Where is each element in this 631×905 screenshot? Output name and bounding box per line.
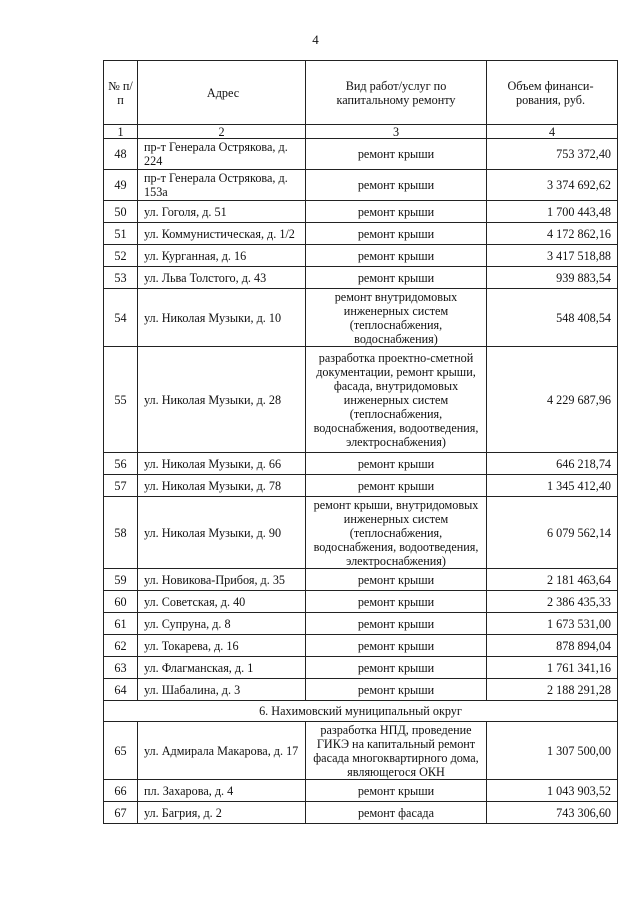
table-row [104, 497, 618, 569]
row-amount: 1 673 531,00 [487, 613, 618, 635]
row-work-type: ремонт крыши [306, 453, 487, 475]
row-number: 61 [104, 613, 138, 635]
row-work-type: ремонт крыши [306, 245, 487, 267]
row-address: ул. Новикова-Прибоя, д. 35 [138, 569, 306, 591]
table-row [104, 170, 618, 201]
table-row [104, 223, 618, 245]
row-amount: 1 345 412,40 [487, 475, 618, 497]
row-amount: 1 043 903,52 [487, 780, 618, 802]
table-row [104, 780, 618, 802]
row-address: ул. Супруна, д. 8 [138, 613, 306, 635]
table-row [104, 201, 618, 223]
row-number: 54 [104, 289, 138, 347]
row-number: 67 [104, 802, 138, 824]
row-number: 49 [104, 170, 138, 201]
row-number: 55 [104, 347, 138, 453]
row-address: ул. Багрия, д. 2 [138, 802, 306, 824]
row-amount: 743 306,60 [487, 802, 618, 824]
table-row [104, 453, 618, 475]
page-number: 4 [312, 32, 319, 47]
row-amount: 646 218,74 [487, 453, 618, 475]
row-amount: 548 408,54 [487, 289, 618, 347]
row-number: 63 [104, 657, 138, 679]
row-address: ул. Николая Музыки, д. 90 [138, 497, 306, 569]
row-amount: 3 417 518,88 [487, 245, 618, 267]
row-work-type: ремонт крыши [306, 780, 487, 802]
row-amount: 2 188 291,28 [487, 679, 618, 701]
row-address: ул. Коммунистическая, д. 1/2 [138, 223, 306, 245]
table-row [104, 722, 618, 780]
row-number: 62 [104, 635, 138, 657]
table-row [104, 613, 618, 635]
row-address: ул. Токарева, д. 16 [138, 635, 306, 657]
row-work-type: ремонт крыши [306, 679, 487, 701]
row-number: 50 [104, 201, 138, 223]
row-work-type: ремонт крыши [306, 613, 487, 635]
table-header-row [104, 61, 618, 125]
table-row [104, 347, 618, 453]
row-work-type: ремонт крыши [306, 170, 487, 201]
row-amount: 753 372,40 [487, 139, 618, 170]
row-number: 57 [104, 475, 138, 497]
row-number: 58 [104, 497, 138, 569]
row-amount: 878 894,04 [487, 635, 618, 657]
row-work-type: ремонт крыши [306, 267, 487, 289]
repair-table [103, 60, 618, 824]
header-address: Адрес [138, 61, 306, 125]
section-row [104, 701, 618, 722]
table-row [104, 802, 618, 824]
row-amount: 2 181 463,64 [487, 569, 618, 591]
row-amount: 4 172 862,16 [487, 223, 618, 245]
row-number: 65 [104, 722, 138, 780]
row-work-type: разработка проектно-сметной документации, ремонт крыши, фасада, внутридомовых инженерных систем (теплоснабжения, водоснабжения, водоотведения, электроснабжения) [306, 347, 487, 453]
row-address: ул. Гоголя, д. 51 [138, 201, 306, 223]
row-address: ул. Николая Музыки, д. 78 [138, 475, 306, 497]
table-row [104, 139, 618, 170]
row-number: 48 [104, 139, 138, 170]
table-row [104, 635, 618, 657]
row-work-type: ремонт крыши [306, 657, 487, 679]
row-work-type: разработка НПД, проведение ГИКЭ на капитальный ремонт фасада многоквартирного дома, являющегося ОКН [306, 722, 487, 780]
row-work-type: ремонт внутридомовых инженерных систем (теплоснабжения, водоснабжения) [306, 289, 487, 347]
row-work-type: ремонт крыши, внутридомовых инженерных систем (теплоснабжения, водоснабжения, водоотведения, электроснабжения) [306, 497, 487, 569]
row-amount: 3 374 692,62 [487, 170, 618, 201]
row-address: ул. Адмирала Макарова, д. 17 [138, 722, 306, 780]
row-work-type: ремонт крыши [306, 139, 487, 170]
row-amount: 939 883,54 [487, 267, 618, 289]
row-work-type: ремонт крыши [306, 223, 487, 245]
row-amount: 2 386 435,33 [487, 591, 618, 613]
row-work-type: ремонт крыши [306, 635, 487, 657]
row-number: 60 [104, 591, 138, 613]
row-address: ул. Николая Музыки, д. 10 [138, 289, 306, 347]
row-address: пл. Захарова, д. 4 [138, 780, 306, 802]
header-num: № п/п [104, 61, 138, 125]
row-number: 59 [104, 569, 138, 591]
row-number: 64 [104, 679, 138, 701]
row-amount: 1 307 500,00 [487, 722, 618, 780]
table-row [104, 569, 618, 591]
row-address: ул. Флагманская, д. 1 [138, 657, 306, 679]
row-number: 53 [104, 267, 138, 289]
row-address: пр-т Генерала Острякова, д. 153а [138, 170, 306, 201]
table-row [104, 591, 618, 613]
row-address: ул. Льва Толстого, д. 43 [138, 267, 306, 289]
column-index: 4 [487, 125, 618, 139]
column-index-row [104, 125, 618, 139]
row-address: ул. Шабалина, д. 3 [138, 679, 306, 701]
column-index: 3 [306, 125, 487, 139]
table-row [104, 245, 618, 267]
table-row [104, 679, 618, 701]
row-amount: 1 700 443,48 [487, 201, 618, 223]
row-address: ул. Курганная, д. 16 [138, 245, 306, 267]
row-work-type: ремонт крыши [306, 475, 487, 497]
table-row [104, 475, 618, 497]
row-number: 56 [104, 453, 138, 475]
column-index: 1 [104, 125, 138, 139]
table-row [104, 289, 618, 347]
row-address: ул. Николая Музыки, д. 28 [138, 347, 306, 453]
row-work-type: ремонт крыши [306, 569, 487, 591]
header-sum: Объем финанси-рования, руб. [487, 61, 618, 125]
row-amount: 6 079 562,14 [487, 497, 618, 569]
table-row [104, 657, 618, 679]
row-amount: 1 761 341,16 [487, 657, 618, 679]
header-work: Вид работ/услуг по капитальному ремонту [306, 61, 487, 125]
row-number: 52 [104, 245, 138, 267]
section-title: 6. Нахимовский муниципальный округ [104, 701, 618, 722]
row-number: 66 [104, 780, 138, 802]
row-amount: 4 229 687,96 [487, 347, 618, 453]
column-index: 2 [138, 125, 306, 139]
row-address: ул. Советская, д. 40 [138, 591, 306, 613]
row-address: ул. Николая Музыки, д. 66 [138, 453, 306, 475]
row-number: 51 [104, 223, 138, 245]
table-row [104, 267, 618, 289]
row-work-type: ремонт крыши [306, 591, 487, 613]
row-work-type: ремонт крыши [306, 201, 487, 223]
row-address: пр-т Генерала Острякова, д. 224 [138, 139, 306, 170]
row-work-type: ремонт фасада [306, 802, 487, 824]
